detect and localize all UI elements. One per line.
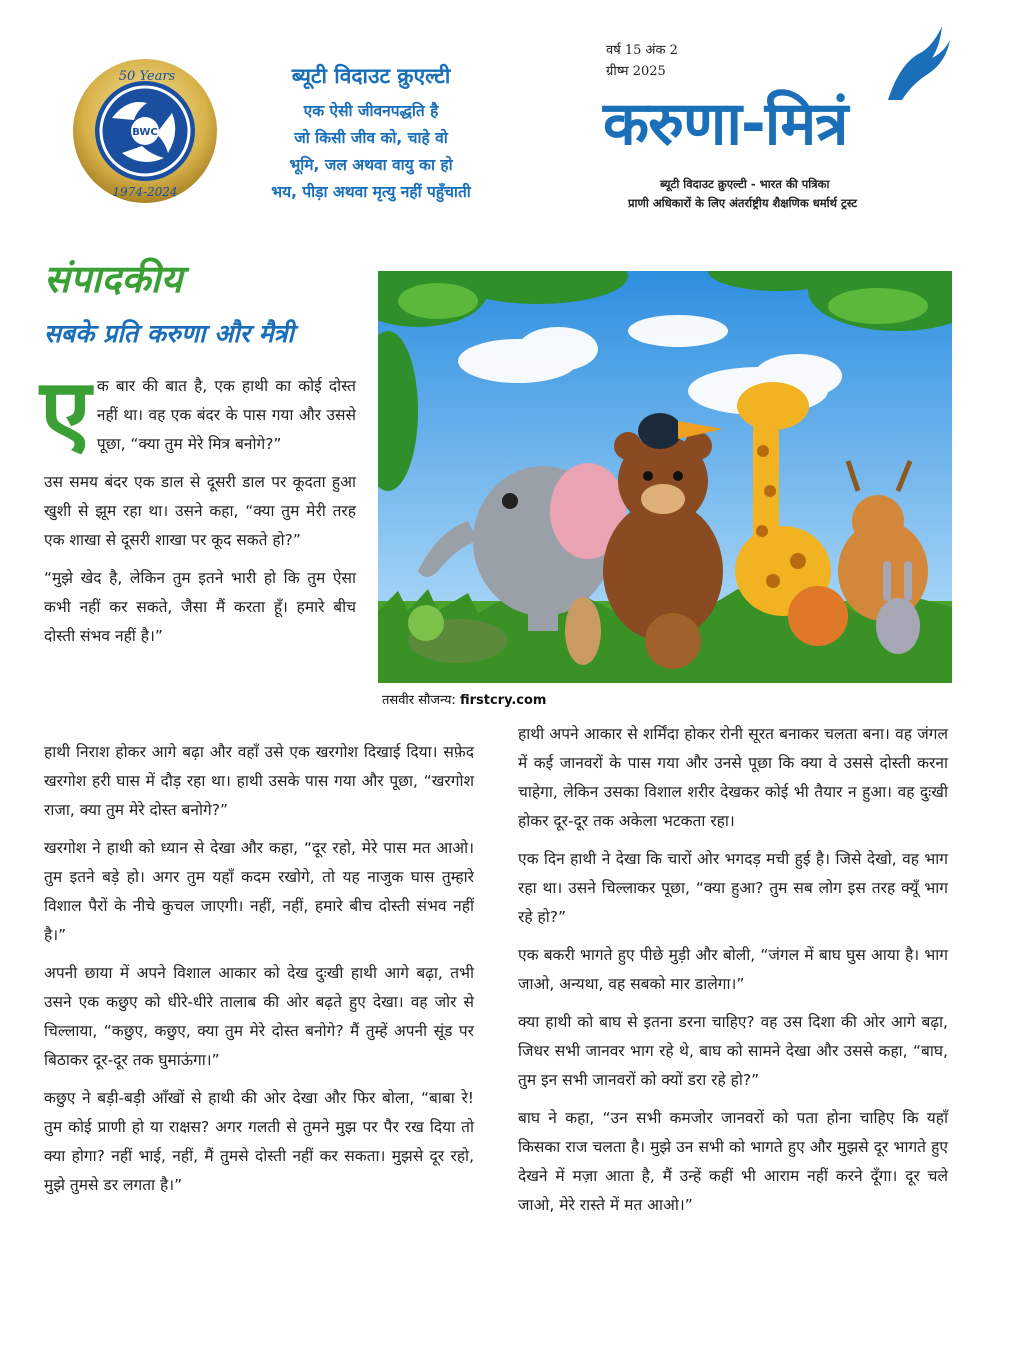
animals-illustration: [378, 271, 952, 683]
masthead-subtitle-2: प्राणी अधिकारों के लिए अंतर्राष्ट्रीय शैक्षणिक धर्मार्थ ट्रस्ट: [628, 196, 858, 210]
article-column-2: [44, 738, 474, 1209]
tagline-line: भय, पीड़ा अथवा मृत्यु नहीं पहुँचाती: [271, 183, 471, 201]
paragraph: एक दिन हाथी ने देखा कि चारों ओर भगदड़ मची हुई है। जिसे देखो, वह भाग रहा था। उसने चिल्लाकर पूछा, “क्या हुआ? तुम सब लोग इस तरह क्यूँ भाग रहे हो?”: [518, 850, 948, 926]
tagline-title: ब्यूटी विदाउट क्रुएल्टी: [291, 64, 451, 88]
tagline-block: [226, 62, 516, 206]
paragraph: क्या हाथी को बाघ से इतना डरना चाहिए? वह उस दिशा की ओर आगे बढ़ा, जिधर सभी जानवर भाग रहे थे, बाघ को सामने देखा और उससे कहा, “बाघ, तुम इन सभी जानवरों को क्यों डरा रहे हो?”: [518, 1013, 948, 1089]
article-subheading: सबके प्रति करुणा और मैत्री: [44, 319, 294, 348]
issue-volume: वर्ष 15 अंक 2: [606, 43, 678, 58]
credit-source: firstcry.com: [459, 693, 547, 708]
paragraph: एक बकरी भागते हुए पीछे मुड़ी और बोली, “जंगल में बाघ घुस आया है। भाग जाओ, अन्यथा, वह सबको मार डालेगा।”: [518, 946, 948, 993]
paragraph: बाघ ने कहा, “उन सभी कमजोर जानवरों को पता होना चाहिए कि यहाँ किसका राज चलता है। मुझे उन सभी को भागते हुए और मुझसे दूर भागते हुए देखने में मज़ा आता है, मैं उन्हें कहीं भी आराम नहीं करने दूँगा। दूर चले जाओ, मेरे रास्ते में मत आओ।”: [518, 1109, 948, 1214]
logo-range: 1974-2024: [112, 185, 178, 199]
paragraph: कछुए ने बड़ी-बड़ी आँखों से हाथी की ओर देखा और फिर बोला, “बाबा रे! तुम कोई प्राणी हो या राक्षस? अगर गलती से तुमने मुझ पर पैर रख दिया तो क्या होगा? नहीं भाई, नहीं, मैं तुमसे दोस्ती नहीं कर सकता। मुझसे दूर रहो, मुझे तुमसे डर लगता है।”: [44, 1089, 474, 1194]
paragraph: खरगोश ने हाथी को ध्यान से देखा और कहा, “दूर रहो, मेरे पास मत आओ। तुम इतने बड़े हो। अगर तुम यहाँ कदम रखोगे, तो यह नाजुक घास तुम्हारे विशाल पैरों के नीचे कुचल जाएगी। नहीं, नहीं, हमारे बीच दोस्ती संभव नहीं है।”: [44, 839, 474, 944]
paragraph: “मुझे खेद है, लेकिन तुम इतने भारी हो कि तुम ऐसा कभी नहीं कर सकते, जैसा मैं करता हूँ। हमारे बीच दोस्ती संभव नहीं है।”: [44, 569, 356, 645]
bird-icon: [882, 22, 952, 102]
paragraph: हाथी अपने आकार से शर्मिंदा होकर रोनी सूरत बनाकर चलता बना। वह जंगल में कई जानवरों के पास गया और उनसे पूछा कि क्या वे उससे दोस्ती करना चाहेगा, लेकिन उसका विशाल शरीर देखकर कोई भी तैयार न हुआ। वह दुःखी होकर दूर-दूर तक अकेला भटकता रहा।: [518, 725, 948, 830]
tagline-line: भूमि, जल अथवा वायु का हो: [289, 156, 453, 174]
drop-cap: ए: [40, 359, 91, 466]
paragraph-text: क बार की बात है, एक हाथी का कोई दोस्त नहीं था। वह एक बंदर के पास गया और उससे पूछा, “क्या तुम मेरे मित्र बनोगे?”: [96, 377, 356, 453]
article-column-3: [518, 720, 948, 1229]
first-paragraph: [40, 359, 356, 466]
paragraph: हाथी निराश होकर आगे बढ़ा और वहाँ उसे एक खरगोश दिखाई दिया। सफ़ेद खरगोश हरी घास में दौड़ रहा था। हाथी उसके पास गया और पूछा, “खरगोश राजा, क्या तुम मेरे दोस्त बनोगे?”: [44, 743, 474, 819]
logo-years: 50 Years: [118, 69, 176, 84]
bwc-50-years-logo: [72, 58, 218, 204]
issue-season: ग्रीष्म 2025: [606, 64, 666, 79]
logo-badge: BWC: [132, 127, 158, 138]
credit-label: तसवीर सौजन्य:: [382, 693, 456, 708]
issue-info: [606, 40, 678, 82]
masthead-subtitle: ब्यूटी विदाउट क्रुएल्टी - भारत की पत्रिका: [660, 177, 830, 191]
paragraph: उस समय बंदर एक डाल से दूसरी डाल पर कूदता हुआ खुशी से झूम रहा था। उसने कहा, “क्या तुम मेरी तरह एक शाखा से दूसरी शाखा पर कूद सकते हो?”: [44, 473, 356, 549]
tagline-line: जो किसी जीव को, चाहे वो: [294, 129, 448, 147]
magazine-title: करुणा-मित्रं: [603, 89, 848, 159]
paragraph: अपनी छाया में अपने विशाल आकार को देख दुःखी हाथी आगे बढ़ा, तभी उसने एक कछुए को धीरे-धीरे तालाब की ओर बढ़ते हुए देखा। वह जोर से चिल्लाया, “कछुए, कछुए, क्या तुम मेरे दोस्त बनोगे? मैं तुम्हें अपनी सूंड पर बिठाकर दूर-दूर तक घुमाऊंगा।”: [44, 964, 474, 1069]
article-column-1: [40, 359, 356, 660]
image-credit: [382, 690, 546, 708]
section-heading: संपादकीय: [44, 257, 183, 301]
tagline-line: एक ऐसी जीवनपद्धति है: [303, 102, 439, 120]
